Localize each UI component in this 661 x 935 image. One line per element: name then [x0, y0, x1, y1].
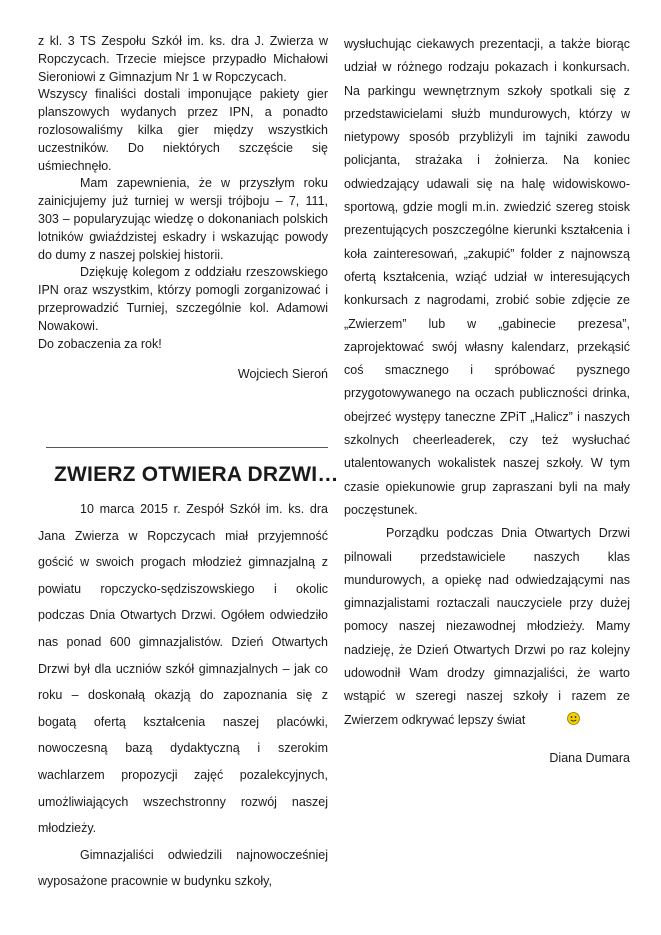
- left-column: [38, 33, 328, 381]
- smiley-face-icon: [525, 710, 580, 733]
- article-paragraph-3: wysłuchując ciekawych prezentacji, a także biorąc udział w różnego rodzaju pokazach i konkursach. Na parkingu wewnętrznym szkoły spotkali się z przedstawicielami służb mundurowych, którzy w nietypowy sposób przybliżyli im tajniki zawodu policjanta, strażaka i żołnierza. Na koniec odwiedzający udawali się na halę widowiskowo-sportową, gdzie mogli m.in. zwiedzić szereg stoisk prezentujących poszczególne kierunki kształcenia i koła zainteresowań, „zakupić” folder z najnowszą ofertą kształcenia, wziąć udział w interesujących konkursach z nagrodami, zrobić sobie zdjęcie ze „Zwierzem” lub w „gabinecie prezesa”, zaprojektować swój własny kalendarz, przekąsić coś smacznego i spróbować pysznego przygotowywanego na oczach publiczności drinka, obejrzeć występy taneczne ZPiT „Halicz” i naszych szkolnych cheerleaderek, czy też wysłuchać utalentowanych wokalistek naszej szkoły. W tym czasie opiekunowie grup zapraszani byli na mały poczęstunek.: [344, 37, 630, 517]
- left-paragraph-1: z kl. 3 TS Zespołu Szkół im. ks. dra J. Zwierza w Ropczycach. Trzecie miejsce przypadło Michałowi Sieroniowi z Gimnazjum Nr 1 w Ropczycach.: [38, 34, 328, 84]
- article-title: ZWIERZ OTWIERA DRZWI…: [54, 463, 339, 486]
- article-paragraph-2: Gimnazjaliści odwiedzili najnowocześniej wyposażone pracownie w budynku szkoły,: [38, 847, 328, 889]
- left-paragraph-3: Mam zapewnienia, że w przyszłym roku zainicjujemy już turniej w wersji trójboju – 7, 111, 303 – popularyzując wiedzę o dokonaniach polskich lotników gwiaździstej eskadry i wskazując powody do dumy z naszej polskiej historii.: [38, 176, 328, 262]
- left-paragraph-5: Do zobaczenia za rok!: [38, 336, 162, 351]
- left-paragraph-2: Wszyscy finaliści dostali imponujące pakiety gier planszowych wydanych przez IPN, a ponadto rozlosowaliśmy kilka gier między wszystkich uczestników. Do niektórych szczęście się uśmiechnęło.: [38, 87, 328, 173]
- section-divider: [46, 447, 328, 448]
- right-column: [344, 33, 630, 765]
- left-paragraph-4: Dziękuję kolegom z oddziału rzeszowskiego IPN oraz wszystkim, którzy pomogli zorganizować i przeprowadzić Turniej, szczególnie kol. Adamowi Nowakowi.: [38, 265, 328, 333]
- article-paragraph-4-text: Porządku podczas Dnia Otwartych Drzwi pilnowali przedstawiciele naszych klas mundurowych, a opiekę nad odwiedzającymi nas gimnazjalistami roztaczali nauczyciele przy dużej pomocy naszej niezawodnej młodzieży. Mamy nadzieję, że Dzień Otwartych Drzwi po raz kolejny udowodnił Wam drodzy gimnazjaliści, że warto wstąpić w szeregi naszej szkoły i razem ze Zwierzem odkrywać lepszy świat: [344, 526, 630, 727]
- article-paragraph-4: [344, 522, 630, 733]
- article-paragraph-1: 10 marca 2015 r. Zespół Szkół im. ks. dra Jana Zwierza w Ropczycach miał przyjemność gościć w swoich progach młodzież gimnazjalną z powiatu ropczycko-sędziszowskiego i okolic podczas Dnia Otwartych Drzwi. Ogółem odwiedziło nas ponad 600 gimnazjalistów. Dzień Otwartych Drzwi był dla uczniów szkół gimnazjalnych – jak co roku – doskonałą okazją do zapoznania się z bogatą ofertą kształcenia naszej placówki, nowoczesną bazą dydaktyczną i szerokim wachlarzem propozycji zajęć pozalekcyjnych, umożliwiających wszechstronny rozwój naszej młodzieży.: [38, 502, 328, 836]
- article-left-column: [38, 496, 328, 895]
- signature-diana: Diana Dumara: [549, 750, 630, 765]
- signature-wojciech: Wojciech Sieroń: [237, 367, 328, 382]
